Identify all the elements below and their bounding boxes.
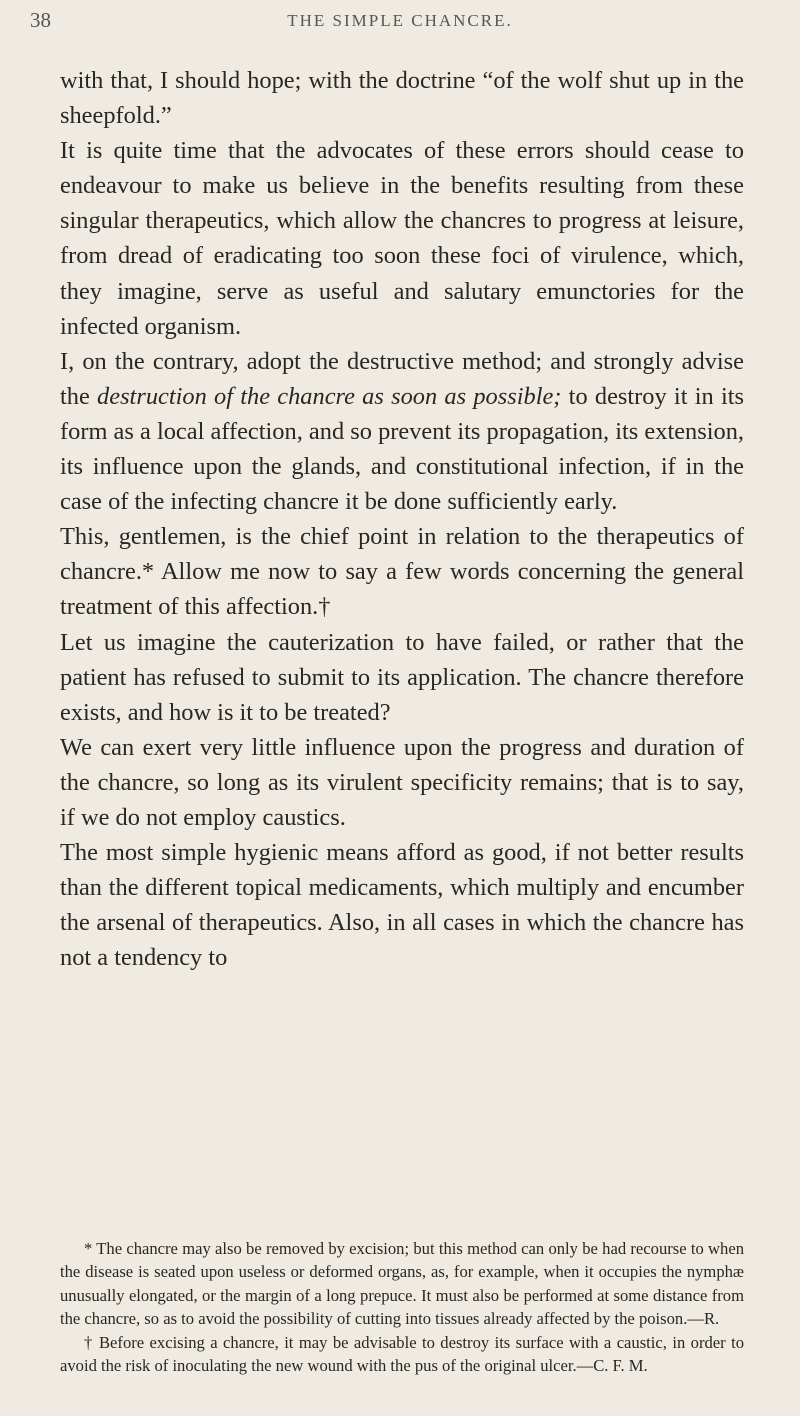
running-head: [30, 8, 770, 38]
paragraph-errors: It is quite time that the advocates of these errors should cease to endeavour to make us believe in the benefits resulting from these singular therapeutics, which allow the chancres to progress at leisure, from dread of eradicating too soon these foci of virulence, which, they imagine, serve as useful and salutary emunctories for the infected organism.: [60, 137, 744, 340]
running-title: THE SIMPLE CHANCRE.: [287, 11, 513, 30]
body-text: [60, 63, 744, 975]
paragraph-text: to destroy it in its form as a local affection, and so prevent its propagation, its extension, its influence upon the glands, and constitutional infection, if in the case of the infecting chancre it be done sufficiently early.: [60, 382, 744, 516]
page-number: 38: [30, 8, 51, 32]
paragraph-cauterization: Let us imagine the cauterization to have failed, or rather that the patient has refused to submit to its application. The chancre therefore exists, and how is it to be treated?: [60, 628, 744, 726]
emphasis-text: destruction of the chancre as soon as possible;: [97, 382, 562, 410]
footnote-asterisk: * The chancre may also be removed by excision; but this method can only be had recourse to when the disease is seated upon useless or deformed organs, as, for example, when it occupies the nymphæ unusually elongated, or the margin of a long prepuce. It must also be performed at some distance from the chancre, so as to avoid the possibility of cutting into tissues already affected by the poison.—R.: [60, 1239, 744, 1329]
paragraph-chief-point: This, gentlemen, is the chief point in relation to the therapeutics of chancre.* Allow me now to say a few words concerning the general treatment of this affection.†: [60, 523, 744, 621]
paragraph-text: I, on the contrary, adopt the destructive method; and strongly advise the: [60, 347, 744, 410]
paragraph-hygienic: The most simple hygienic means afford as good, if not better results than the different topical medicaments, which multiply and encumber the arsenal of therapeutics. Also, in all cases in which the chancre has not a tendency to: [60, 839, 744, 972]
paragraph-influence: We can exert very little influence upon the progress and duration of the chancre, so long as its virulent specificity remains; that is to say, if we do not employ caustics.: [60, 733, 744, 831]
footnote-dagger: † Before excising a chancre, it may be advisable to destroy its surface with a caustic, in order to avoid the risk of inoculating the new wound with the pus of the original ulcer.—C. F. M.: [60, 1332, 744, 1376]
paragraph-destructive-method: [60, 344, 744, 519]
footnotes: [60, 1237, 744, 1377]
paragraph-continued: with that, I should hope; with the doctrine “of the wolf shut up in the sheepfold.”: [60, 67, 744, 130]
